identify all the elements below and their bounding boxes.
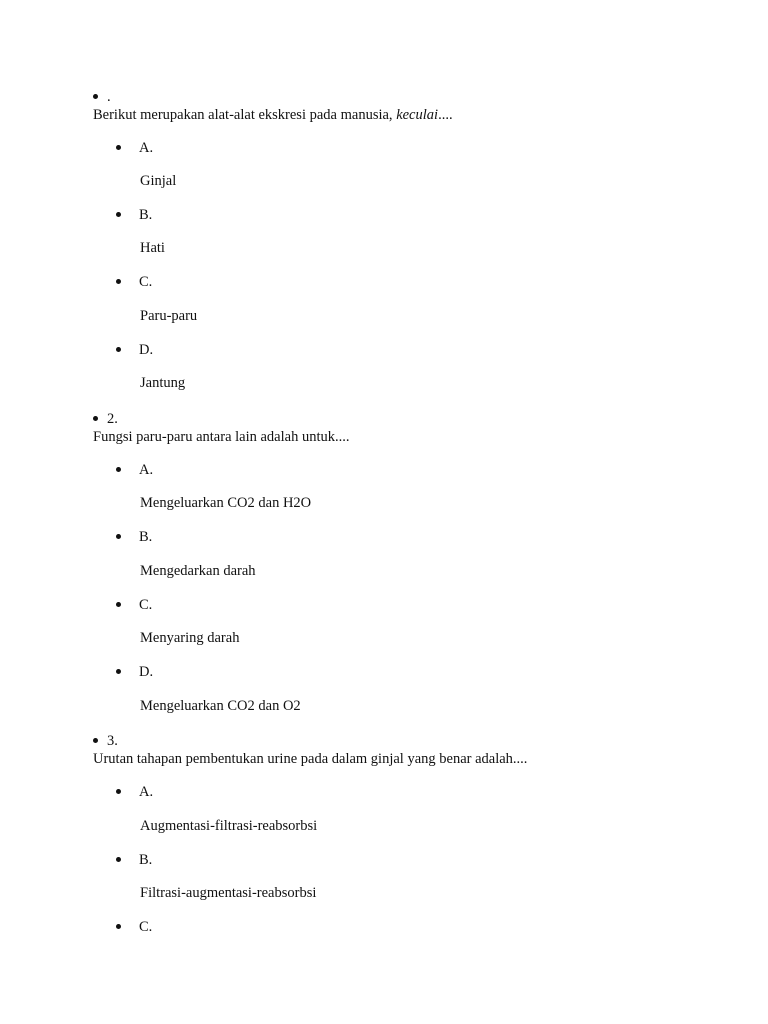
bullet-icon (93, 94, 98, 99)
option-text: Mengeluarkan CO2 dan H2O (140, 495, 312, 511)
option-text: Augmentasi-filtrasi-reabsorbsi (140, 818, 318, 834)
option-letter: A. (116, 462, 153, 478)
option-text: Ginjal (140, 173, 177, 189)
option-text: Paru-paru (140, 308, 198, 324)
option-text: Hati (140, 240, 165, 256)
emphasis-text: keculai (396, 107, 439, 123)
option-letter: C. (116, 919, 152, 935)
bullet-icon (116, 347, 121, 352)
bullet-icon (116, 602, 121, 607)
option-text: Menyaring darah (140, 630, 240, 646)
question-number: 3. (93, 733, 118, 749)
option-text: Filtrasi-augmentasi-reabsorbsi (140, 885, 317, 901)
bullet-icon (116, 669, 121, 674)
question-number: 2. (93, 411, 118, 427)
option-letter: B. (116, 529, 152, 545)
bullet-icon (116, 279, 121, 284)
option-text: Jantung (140, 375, 186, 391)
bullet-icon (93, 416, 98, 421)
bullet-icon (116, 467, 121, 472)
question-text: Urutan tahapan pembentukan urine pada dalam ginjal yang benar adalah.... (93, 751, 528, 767)
bullet-icon (116, 924, 121, 929)
bullet-icon (116, 857, 121, 862)
option-letter: A. (116, 784, 153, 800)
bullet-icon (93, 738, 98, 743)
option-letter: D. (116, 664, 153, 680)
option-text: Mengedarkan darah (140, 563, 256, 579)
question-text: Berikut merupakan alat-alat ekskresi pada manusia, keculai.... (93, 107, 453, 123)
bullet-icon (116, 212, 121, 217)
option-letter: B. (116, 852, 152, 868)
option-letter: B. (116, 207, 152, 223)
question-number: . (93, 89, 111, 105)
option-letter: D. (116, 342, 153, 358)
bullet-icon (116, 534, 121, 539)
option-letter: C. (116, 597, 152, 613)
bullet-icon (116, 145, 121, 150)
option-letter: A. (116, 140, 153, 156)
option-text: Mengeluarkan CO2 dan O2 (140, 698, 301, 714)
question-text: Fungsi paru-paru antara lain adalah untuk.... (93, 429, 350, 445)
option-letter: C. (116, 274, 152, 290)
bullet-icon (116, 789, 121, 794)
